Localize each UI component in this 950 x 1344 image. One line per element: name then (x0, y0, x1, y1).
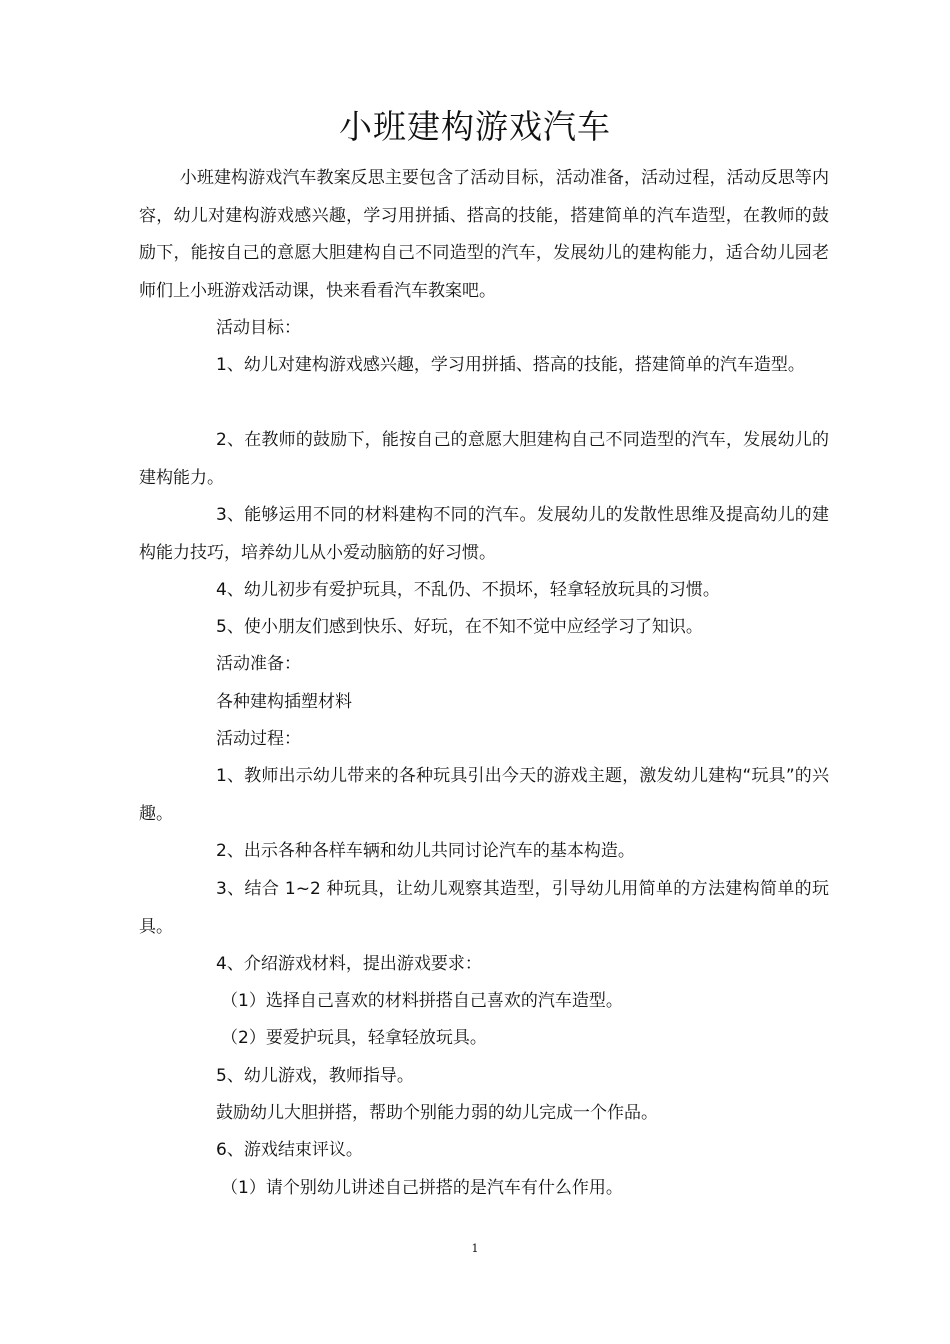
goal-item-2: 2、在教师的鼓励下，能按自己的意愿大胆建构自己不同造型的汽车，发展幼儿的建构能力。 (139, 430, 829, 488)
process-substep-4-1: （1）选择自己喜欢的材料拼搭自己喜欢的汽车造型。 (221, 991, 623, 1011)
goal-item-1: 1、幼儿对建构游戏感兴趣，学习用拼插、搭高的技能，搭建简单的汽车造型。 (216, 355, 805, 375)
process-step-5: 5、幼儿游戏，教师指导。 (216, 1066, 414, 1086)
process-step-1: 1、教师出示幼儿带来的各种玩具引出今天的游戏主题，激发幼儿建构“玩具”的兴趣。 (139, 766, 829, 824)
process-heading: 活动过程： (216, 729, 301, 749)
process-substep-6-1: （1）请个别幼儿讲述自己拼搭的是汽车有什么作用。 (221, 1178, 623, 1198)
process-step-2: 2、出示各种各样车辆和幼儿共同讨论汽车的基本构造。 (216, 841, 635, 861)
document-title: 小班建构游戏汽车 (339, 107, 611, 146)
goal-item-5: 5、使小朋友们感到快乐、好玩，在不知不觉中应经学习了知识。 (216, 617, 703, 637)
process-substep-4-2: （2）要爱护玩具，轻拿轻放玩具。 (221, 1028, 487, 1048)
process-step-3: 3、结合 1~2 种玩具，让幼儿观察其造型，引导幼儿用简单的方法建构简单的玩具。 (139, 879, 829, 937)
process-step-5-note: 鼓励幼儿大胆拼搭，帮助个别能力弱的幼儿完成一个作品。 (216, 1103, 658, 1123)
process-step-4: 4、介绍游戏材料，提出游戏要求： (216, 954, 482, 974)
goal-item-4: 4、幼儿初步有爱护玩具，不乱仍、不损坏，轻拿轻放玩具的习惯。 (216, 580, 720, 600)
page-number: 1 (471, 1242, 479, 1255)
process-step-6: 6、游戏结束评议。 (216, 1140, 363, 1160)
prep-heading: 活动准备： (216, 654, 301, 674)
prep-item: 各种建构插塑材料 (216, 692, 352, 712)
goal-item-3: 3、能够运用不同的材料建构不同的汽车。发展幼儿的发散性思维及提高幼儿的建构能力技巧，培养幼儿从小爱动脑筋的好习惯。 (139, 505, 829, 563)
goals-heading: 活动目标： (216, 318, 301, 338)
intro-paragraph: 小班建构游戏汽车教案反思主要包含了活动目标，活动准备，活动过程，活动反思等内容，幼儿对建构游戏感兴趣，学习用拼插、搭高的技能，搭建简单的汽车造型，在教师的鼓励下，能按自己的意愿大胆建构自己不同造型的汽车，发展幼儿的建构能力，适合幼儿园老师们上小班游戏活动课，快来看看汽车教案吧。 (139, 168, 829, 301)
